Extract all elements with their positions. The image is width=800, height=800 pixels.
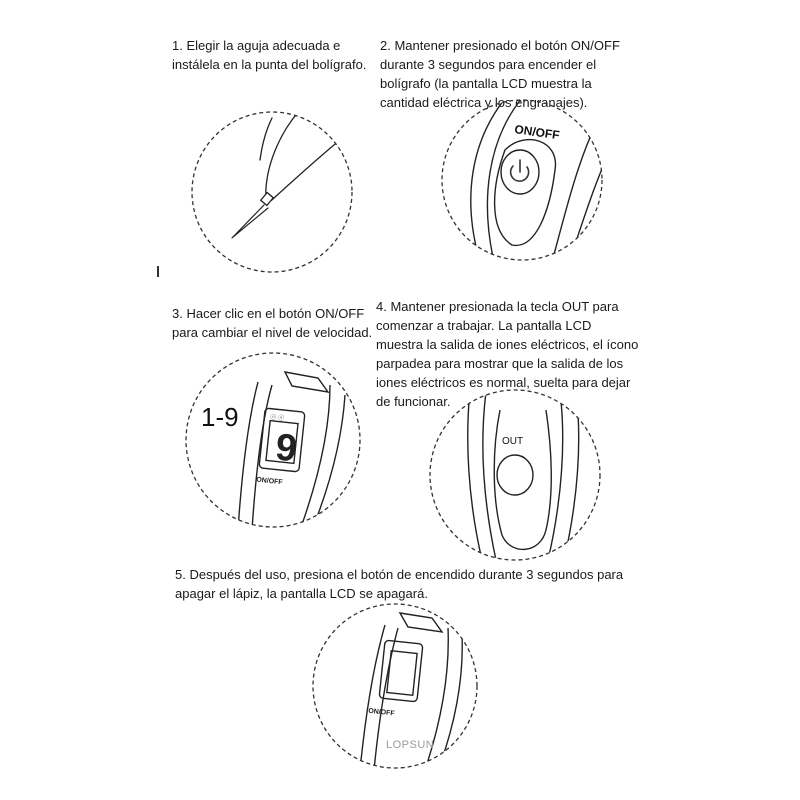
pen-edge-right xyxy=(552,120,598,262)
needle-shaft-b xyxy=(233,208,268,237)
out-label: OUT xyxy=(502,436,524,447)
step-2-line: 2. Mantener presionado el botón ON/OFF xyxy=(380,38,620,53)
speed-range-label: 1-9 xyxy=(201,402,239,432)
lcd-digit: 9 xyxy=(273,426,299,471)
power-icon xyxy=(511,160,529,181)
pen-edge-right-outer xyxy=(568,140,615,265)
step-4-line: parpadea para mostrar que la salida de los xyxy=(376,356,624,371)
pen-edge-right xyxy=(300,385,330,530)
lcd-status-icons: ⓞ ⓞ xyxy=(269,414,285,423)
pen-top-cap xyxy=(400,613,442,632)
step-4-line: 4. Mantener presionada la tecla OUT para xyxy=(376,299,619,314)
lcd-frame xyxy=(379,640,423,702)
step-3-line: para cambiar el nivel de velocidad. xyxy=(172,325,373,340)
on-off-label: ON/OFF xyxy=(367,707,395,718)
display-off-illustration xyxy=(313,604,477,770)
needle-illustration xyxy=(192,110,352,272)
dashed-circle xyxy=(430,390,600,560)
out-button xyxy=(497,455,533,495)
step-4-line: iones eléctricos es normal, suelta para dejar xyxy=(376,375,631,390)
speed-display-illustration xyxy=(186,353,360,530)
pen-edge-left-outer xyxy=(468,390,482,560)
power-button-illustration xyxy=(442,95,615,265)
step-2-line: cantidad eléctrica y los engranajes). xyxy=(380,95,588,110)
needle-collar xyxy=(261,193,274,206)
step-2-line: bolígrafo (la pantalla LCD muestra la xyxy=(380,76,592,91)
step-4-line: muestra la salida de iones eléctricos, el ícono xyxy=(376,337,639,352)
watermark: LOPSUN xyxy=(386,739,435,751)
step-1-line: 1. Elegir la aguja adecuada e xyxy=(172,38,341,53)
pen-top-cap xyxy=(285,372,328,392)
step-5-line: 5. Después del uso, presiona el botón de encendido durante 3 segundos para xyxy=(175,567,624,582)
pen-edge-right-inner xyxy=(548,392,563,560)
dashed-circle xyxy=(186,353,360,527)
button-recess xyxy=(495,140,556,246)
button-recess xyxy=(494,410,551,549)
on-off-label: ON/OFF xyxy=(255,476,283,487)
pen-body-right xyxy=(274,140,340,198)
step-2-line: durante 3 segundos para encender el xyxy=(380,57,597,72)
step-4-line: de funcionar. xyxy=(376,394,451,409)
pen-edge-left-inner xyxy=(252,385,272,530)
step-5-line: apagar el lápiz, la pantalla LCD se apagará. xyxy=(175,586,428,601)
pen-edge-right-outer xyxy=(438,635,462,770)
needle-shaft-a xyxy=(232,205,264,238)
on-off-label: ON/OFF xyxy=(513,122,561,143)
step-4-line: comenzar a trabajar. La pantalla LCD xyxy=(376,318,592,333)
dashed-circle xyxy=(192,112,352,272)
pen-edge-left xyxy=(238,382,258,530)
pen-body-left xyxy=(266,110,300,188)
step-1-line: instálela en la punta del bolígrafo. xyxy=(172,57,367,72)
out-button-illustration xyxy=(430,390,600,560)
step-3-line: 3. Hacer clic en el botón ON/OFF xyxy=(172,306,365,321)
pen-highlight xyxy=(260,118,272,160)
